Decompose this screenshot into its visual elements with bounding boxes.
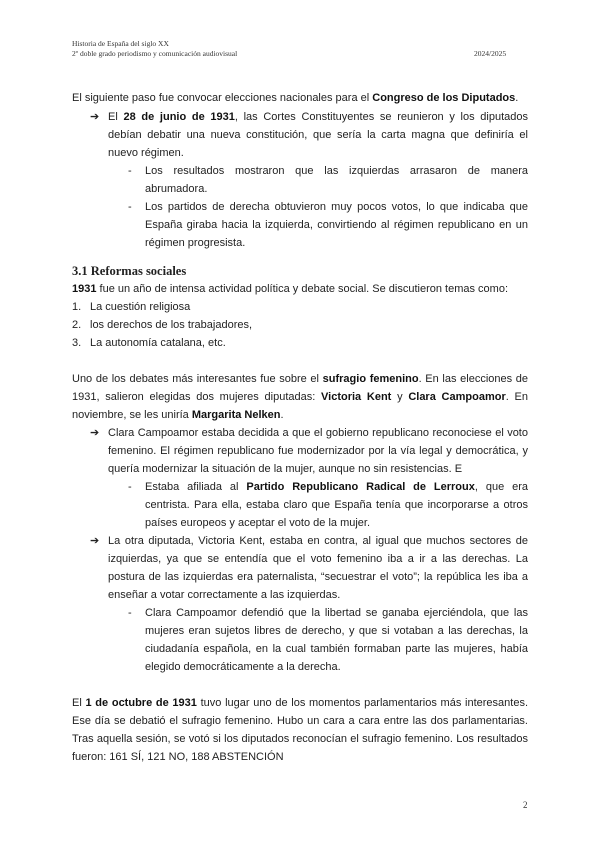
list-item: 1. La cuestión religiosa — [72, 301, 191, 313]
arrow-icon: ➔ — [90, 535, 100, 547]
section-title: 3.1 Reformas sociales — [72, 264, 187, 278]
closing-paragraph: El 1 de octubre de 1931 tuvo lugar uno de los momentos parlamentarios más interesantes. Ese día se debatió el sufragio femenino. Hubo un cara a cara entre las dos parlamentarias. Tras aquella sesión, se votó si los diputados reconocían el sufragio femenino. Los resultados fueron: 161 SÍ, 121 NO, 188 ABSTENCIÓN — [72, 697, 529, 763]
arrow-icon: ➔ — [90, 427, 100, 439]
header-degree: 2º doble grado periodismo y comunicación audiovisual — [72, 49, 238, 58]
sufragio-paragraph: Uno de los debates más interesantes fue sobre el sufragio femenino. En las elecciones de 1931, salieron elegidas dos mujeres diputadas: Victoria Kent y Clara Campoamor. En noviembre, se les uniría Margarita Nelken. — [72, 373, 529, 421]
header-course-title: Historia de España del siglo XX — [72, 39, 169, 48]
document-body — [72, 89, 528, 766]
bullet-campoamor: ➔ Clara Campoamor estaba decidida a que el gobierno republicano reconociese el voto femenino. El régimen republicano fue modernizador por la vía legal y democrática, y quería modernizar la situación de la mujer, aunque no sin resistencias. E — [72, 424, 528, 478]
header-year: 2024/2025 — [474, 49, 507, 58]
bullet-cortes: ➔ El 28 de junio de 1931, las Cortes Constituyentes se reunieron y los diputados debían debatir una nueva constitución, que sería la carta magna que definiría el nuevo régimen. — [72, 108, 528, 162]
section-lead: 1931 fue un año de intensa actividad política y debate social. Se discutieron temas como: — [72, 283, 509, 295]
bullet-kent: ➔ La otra diputada, Victoria Kent, estaba en contra, al igual que muchos sectores de izquierdas, ya que se entendía que el voto femenino iba a ir a las derechas. La postura de las izquierdas era paternalista, “secuestrar el voto”; la república les iba a enseñar a votar correctamente a las izquierdas. — [72, 532, 528, 604]
page-number: 2 — [523, 800, 528, 810]
sub-bullet-campoamor-defense: - Clara Campoamor defendió que la libertad se ganaba ejerciéndola, que las mujeres eran sujetos libres de derecho, y que si votaban a las derechas, la ciudadanía española, en la cual también formaban parte las mujeres, había elegido democráticamente a la derecha. — [128, 607, 528, 673]
sub-bullet-right-parties: - Los partidos de derecha obtuvieron muy pocos votos, lo que indicaba que España giraba hacia la izquierda, convirtiendo al régimen republicano en un régimen progresista. — [128, 201, 528, 249]
arrow-icon: ➔ — [90, 111, 100, 123]
sub-bullet-results: - Los resultados mostraron que las izquierdas arrasaron de manera abrumadora. — [128, 165, 528, 195]
intro-paragraph: El siguiente paso fue convocar elecciones nacionales para el Congreso de los Diputados. — [72, 92, 519, 104]
list-item: 3. La autonomía catalana, etc. — [72, 337, 226, 349]
list-item: 2. los derechos de los trabajadores, — [72, 319, 253, 331]
sub-bullet-lerroux: - Estaba afiliada al Partido Republicano Radical de Lerroux, que era centrista. Para ella, estaba claro que España tenía que incorporarse a otros países europeos y aceptar el voto de la mujer. — [128, 481, 529, 529]
